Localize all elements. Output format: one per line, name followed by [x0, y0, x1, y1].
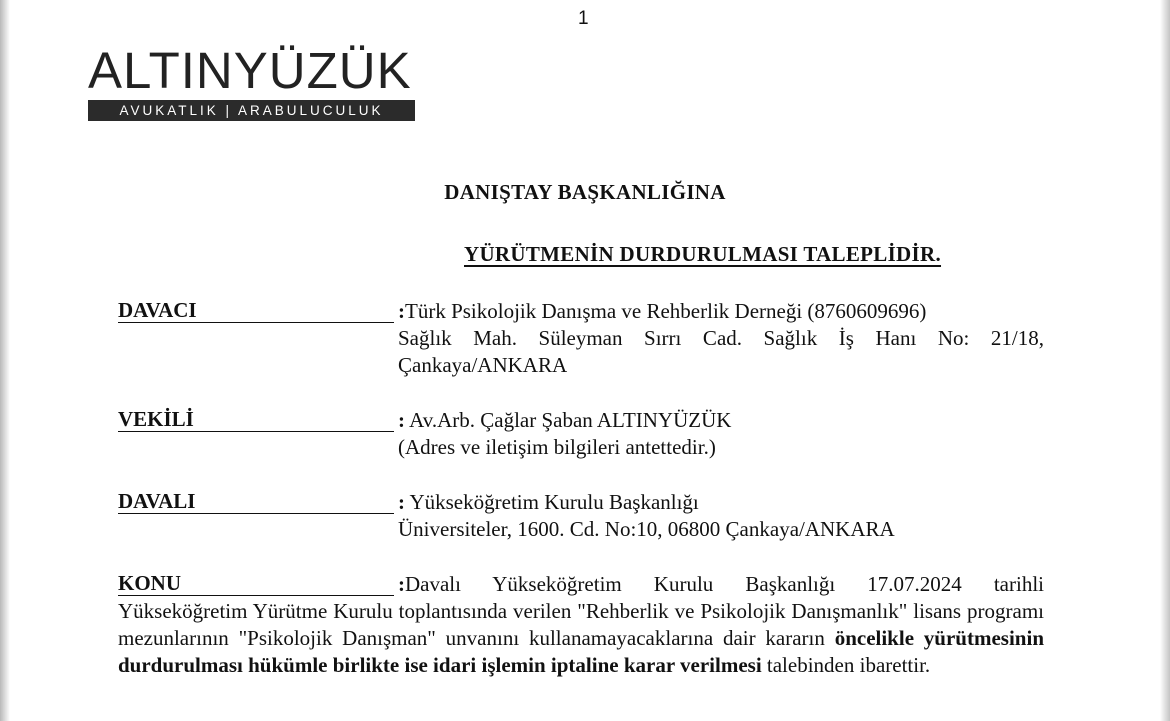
- attorney-colon: :: [398, 408, 405, 432]
- defendant-address: Üniversiteler, 1600. Cd. No:10, 06800 Çankaya/ANKARA: [398, 517, 895, 541]
- defendant-colon: :: [398, 490, 405, 514]
- subject-end-text: talebinden ibarettir.: [761, 653, 931, 677]
- plaintiff-colon: :: [398, 299, 405, 323]
- document-title: DANIŞTAY BAŞKANLIĞINA: [444, 180, 726, 204]
- plaintiff-address: Sağlık Mah. Süleyman Sırrı Cad. Sağlık İş Hanı No: 21/18, Çankaya/ANKARA: [398, 326, 1044, 377]
- logo-wordmark: ALTINYÜZÜK: [88, 42, 412, 99]
- plaintiff-label: DAVACI: [118, 298, 394, 323]
- attorney-label: VEKİLİ: [118, 407, 394, 432]
- defendant-label: DAVALI: [118, 489, 394, 514]
- plaintiff-value: [398, 298, 1044, 379]
- firm-logo: [88, 44, 420, 121]
- page-number: 1: [578, 8, 589, 29]
- defendant-value: [398, 489, 1044, 543]
- logo-tagline: AVUKATLIK | ARABULUCULUK: [88, 100, 415, 121]
- subject-section: [118, 571, 1044, 679]
- subject-first-line: [398, 571, 1044, 598]
- document-subtitle: YÜRÜTMENİN DURDURULMASI TALEPLİDİR.: [464, 242, 942, 266]
- subject-bold-text: öncelikle yürütmesinin durdurulması hükümle birlikte ise idari işlemin iptaline karar verilmesi: [118, 626, 1044, 677]
- subject-label: KONU: [118, 571, 394, 596]
- subject-colon: :: [398, 572, 405, 596]
- plaintiff-section: [118, 298, 1044, 379]
- subject-first-text: Davalı Yükseköğretim Kurulu Başkanlığı 17.07.2024 tarihli: [405, 572, 1044, 596]
- page-left-shadow: [0, 0, 10, 721]
- attorney-value: [398, 407, 1044, 461]
- defendant-section: [118, 489, 1044, 543]
- subject-body: [118, 598, 1044, 679]
- plaintiff-name: Türk Psikolojik Danışma ve Rehberlik Derneği (8760609696): [405, 299, 927, 323]
- attorney-note: (Adres ve iletişim bilgileri antettedir.): [398, 435, 716, 459]
- subject-text: Yükseköğretim Yürütme Kurulu toplantısında verilen "Rehberlik ve Psikolojik Danışmanlık" lisans programı mezunlarının "Psikolojik Danışman" unvanını kullanamayacaklarına dair kararın: [118, 599, 1044, 650]
- defendant-name: Yükseköğretim Kurulu Başkanlığı: [405, 490, 699, 514]
- page-right-shadow: [1160, 0, 1170, 721]
- attorney-name: Av.Arb. Çağlar Şaban ALTINYÜZÜK: [405, 408, 732, 432]
- attorney-section: [118, 407, 1044, 461]
